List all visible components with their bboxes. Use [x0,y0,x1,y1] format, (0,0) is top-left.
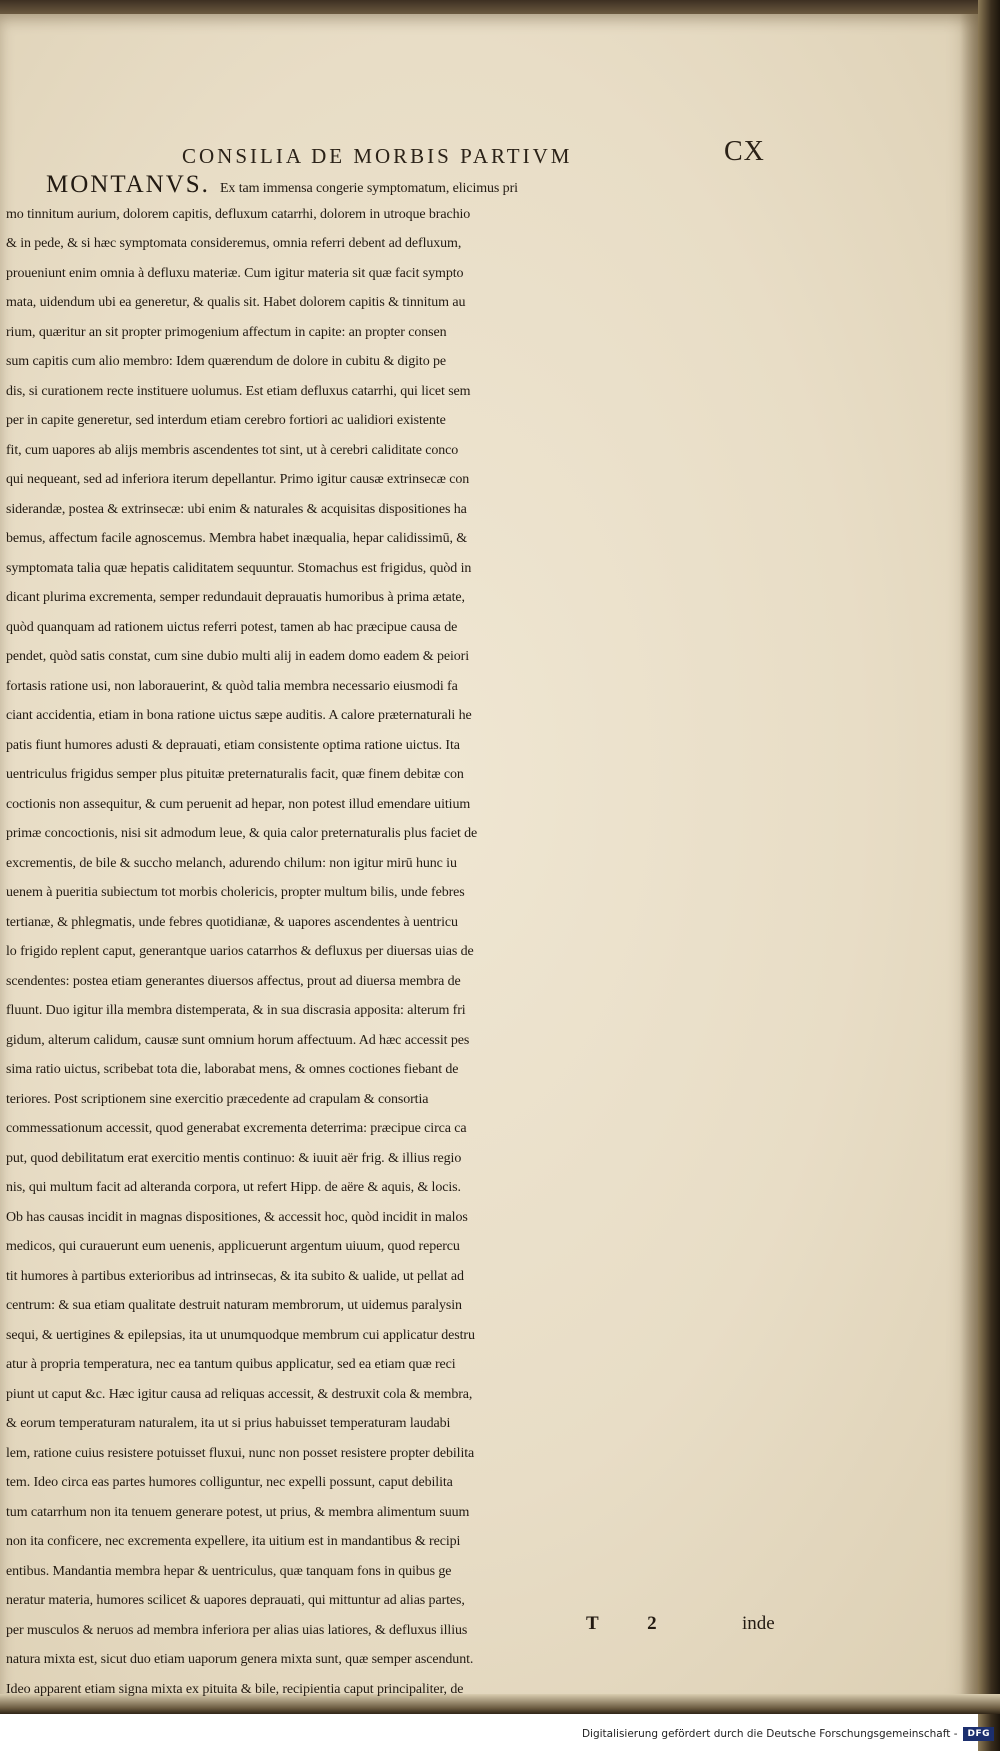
line-text: excrementis, de bile & succho melanch, adurendo chilum: non igitur mirū hunc iu [6,855,457,871]
text-line [6,1380,782,1410]
text-line [6,554,782,584]
line-text: tem. Ideo circa eas partes humores colliguntur, nec expelli possunt, caput debilita [6,1475,453,1490]
line-text: sequi, & uertigines & epilepsias, ita ut unumquodque membrum cui applicatur destru [6,1327,475,1343]
line-text: commessationum accessit, quod generabat excrementa deterrima: præcipue circa ca [6,1121,467,1136]
text-line [6,1409,782,1439]
text-line [6,583,782,613]
line-text: teriores. Post scriptionem sine exercitio præcedente ad crapulam & consortia [6,1091,429,1107]
text-line [6,908,782,938]
line-text: patis fiunt humores adusti & deprauati, etiam consistente optima ratione uictus. Ita [6,737,460,753]
line-text: bemus, affectum facile agnoscemus. Membra habet inæqualia, hepar calidissimū, & [6,531,468,546]
text-line [6,790,782,820]
text-line [6,731,782,761]
text-line [6,760,782,790]
text-line [6,465,782,495]
text-line [6,937,782,967]
line-text: entibus. Mandantia membra hepar & uentriculus, quæ tanquam fons in quibus ge [6,1563,452,1579]
gutter-shadow [960,10,978,1710]
line-text: & in pede, & si hæc symptomata consideremus, omnia referri debent ad defluxum, [6,236,462,251]
line-text: sima ratio uictus, scribebat tota die, laborabat mens, & omnes coctiones fiebant de [6,1062,459,1077]
text-line [6,1498,782,1528]
line-text: scendentes: postea etiam generantes diuersos affectus, prout ad diuersa membra de [6,973,461,989]
line-text: qui nequeant, sed ad inferiora iterum depellantur. Primo igitur causæ extrinsecæ con [6,472,470,487]
line-text: proueniunt enim omnia à defluxu materiæ. Cum igitur materia sit quæ facit sympto [6,265,464,281]
text-line [6,406,782,436]
line-text: Ex tam immensa congerie symptomatum, elicimus pri [219,181,518,196]
text-line [6,1055,782,1085]
digitization-credit [582,1723,994,1745]
folio-number: CX [724,136,765,167]
text-line [6,1675,782,1705]
text-line [6,996,782,1026]
line-text: non ita conficere, nec excrementa expellere, ita uitium est in mandantibus & recipi [6,1534,461,1549]
text-line [6,878,782,908]
line-text: mo tinnitum aurium, dolorem capitis, defluxum catarrhi, dolorem in utroque brachio [6,206,471,222]
line-text: uenem à pueritia subiectum tot morbis cholericis, propter multum bilis, unde febres [6,885,465,900]
line-text: mata, uidendum ubi ea generetur, & qualis sit. Habet dolorem capitis & tinnitum au [6,295,466,310]
page-top-edge [0,0,1000,14]
line-text: tum catarrhum non ita tenuem generare potest, ut prius, & membra alimentum suum [6,1504,470,1520]
text-line [6,200,782,230]
text-line [6,967,782,997]
text-line [6,1085,782,1115]
main-text-block [6,170,782,1704]
opening-word: MONTANVS. [46,171,210,198]
text-line [6,1173,782,1203]
text-line [6,1232,782,1262]
text-line [6,613,782,643]
text-line [6,819,782,849]
text-line [6,1114,782,1144]
line-text: fluunt. Duo igitur illa membra distemperata, & in sua discrasia apposita: alterum fri [6,1003,466,1018]
text-line [6,170,782,200]
text-line [6,436,782,466]
text-line [6,1350,782,1380]
text-line [6,1144,782,1174]
line-text: neratur materia, humores scilicet & uapores deprauati, qui mittuntur ad alias partes, [6,1593,465,1608]
line-text: dis, si curationem recte instituere uolumus. Est etiam defluxus catarrhi, qui licet sem [6,383,471,399]
text-line [6,377,782,407]
line-text: pendet, quòd satis constat, cum sine dubio multi alij in eadem domo eadem & peiori [6,649,470,664]
text-line [6,1026,782,1056]
line-text: per in capite generetur, sed interdum etiam cerebro fortiori ac ualidiori existente [6,413,446,428]
line-text: nis, qui multum facit ad alteranda corpora, ut refert Hipp. de aëre & aquis, & locis. [6,1180,461,1195]
line-text: coctionis non assequitur, & cum peruenit ad hepar, non potest illud emendare uitium [6,796,471,812]
line-text: centrum: & sua etiam qualitate destruit naturam membrorum, ut uidemus paralysin [6,1298,462,1313]
text-line [6,1291,782,1321]
text-line [6,642,782,672]
page-foot [6,1613,782,1643]
text-line [6,524,782,554]
line-text: sum capitis cum alio membro: Idem quærendum de dolore in cubitu & digito pe [6,354,447,369]
line-text: medicos, qui curauerunt eum uenenis, applicuerunt argentum uiuum, quod repercu [6,1239,460,1254]
text-line [6,318,782,348]
line-text: piunt ut caput &c. Hæc igitur causa ad reliquas accessit, & destruxit cola & membra, [6,1386,473,1402]
book-spine [978,0,1000,1751]
line-text: lem, ratione cuius resistere potuisset fluxui, nunc non posset resistere propter debilita [6,1445,475,1461]
line-text: lo frigido replent caput, generantque uarios catarrhos & defluxus per diuersas uias de [6,944,474,959]
line-text: put, quod debilitatum erat exercitio mentis continuo: & iuuit aër frig. & illius regio [6,1150,462,1166]
line-text: siderandæ, postea & extrinsecæ: ubi enim & naturales & acquisitas dispositiones ha [6,501,467,517]
line-text: uentriculus frigidus semper plus pituitæ preternaturalis facit, quæ finem debitæ con [6,767,464,782]
line-text: ciant accidentia, etiam in bona ratione uictus sæpe auditis. A calore præternaturali he [6,708,472,723]
text-line [6,672,782,702]
text-line [6,229,782,259]
line-text: fortasis ratione usi, non laborauerint, & quòd talia membra necessario eiusmodi fa [6,678,458,694]
text-line [6,259,782,289]
signature-mark: T 2 [586,1613,679,1634]
text-line [6,1586,782,1616]
text-line [6,1321,782,1351]
text-line [6,1557,782,1587]
dfg-logo: DFG [963,1727,994,1741]
text-line [6,701,782,731]
text-line [6,495,782,525]
catchword: inde [742,1613,775,1634]
line-text: per musculos & neruos ad membra inferiora per alias uias latiores, & defluxus illius [6,1622,468,1638]
line-text: Ideo apparent etiam signa mixta ex pituita & bile, recipientia caput principaliter, de [6,1681,464,1697]
credit-text: Digitalisierung gefördert durch die Deutsche Forschungsgemeinschaft - [581,1728,958,1740]
text-line [6,1262,782,1292]
line-text: Ob has causas incidit in magnas dispositiones, & accessit hoc, quòd incidit in malos [6,1209,468,1225]
line-text: rium, quæritur an sit propter primogenium affectum in capite: an propter consen [6,324,447,340]
line-text: tertianæ, & phlegmatis, unde febres quotidianæ, & uapores ascendentes à uentricu [6,914,458,930]
text-line [6,1468,782,1498]
line-text: symptomata talia quæ hepatis caliditatem sequuntur. Stomachus est frigidus, quòd in [6,560,472,576]
text-line [6,347,782,377]
text-lines [6,170,782,1704]
text-line [6,1645,782,1675]
text-line [6,288,782,318]
line-text: quòd quanquam ad rationem uictus referri potest, tamen ab hac præcipue causa de [6,619,458,635]
text-line [6,1527,782,1557]
line-text: gidum, alterum calidum, causæ sunt omnium horum affectuum. Ad hæc accessit pes [6,1032,470,1048]
line-text: natura mixta est, sicut duo etiam uaporum genera mixta sunt, quæ semper ascendunt. [6,1652,474,1667]
line-text: fit, cum uapores ab alijs membris ascendentes tot sint, ut à cerebri caliditate conco [6,442,459,458]
running-head: CONSILIA DE MORBIS PARTIVM [182,144,573,168]
line-text: primæ concoctionis, nisi sit admodum leue, & quia calor preternaturalis plus faciet de [6,826,478,841]
text-line [6,849,782,879]
line-text: dicant plurima excrementa, semper redundauit deprauatis humoribus à prima ætate, [6,590,465,605]
line-text: tit humores à partibus exterioribus ad intrinsecas, & ita subito & ualide, ut pellat ad [6,1268,464,1284]
text-line [6,1203,782,1233]
line-text: atur à propria temperatura, nec ea tantum quibus applicatur, sed ea etiam quæ reci [6,1357,456,1372]
text-line [6,1439,782,1469]
line-text: & eorum temperaturam naturalem, ita ut si prius habuisset temperaturam laudabi [6,1416,451,1431]
